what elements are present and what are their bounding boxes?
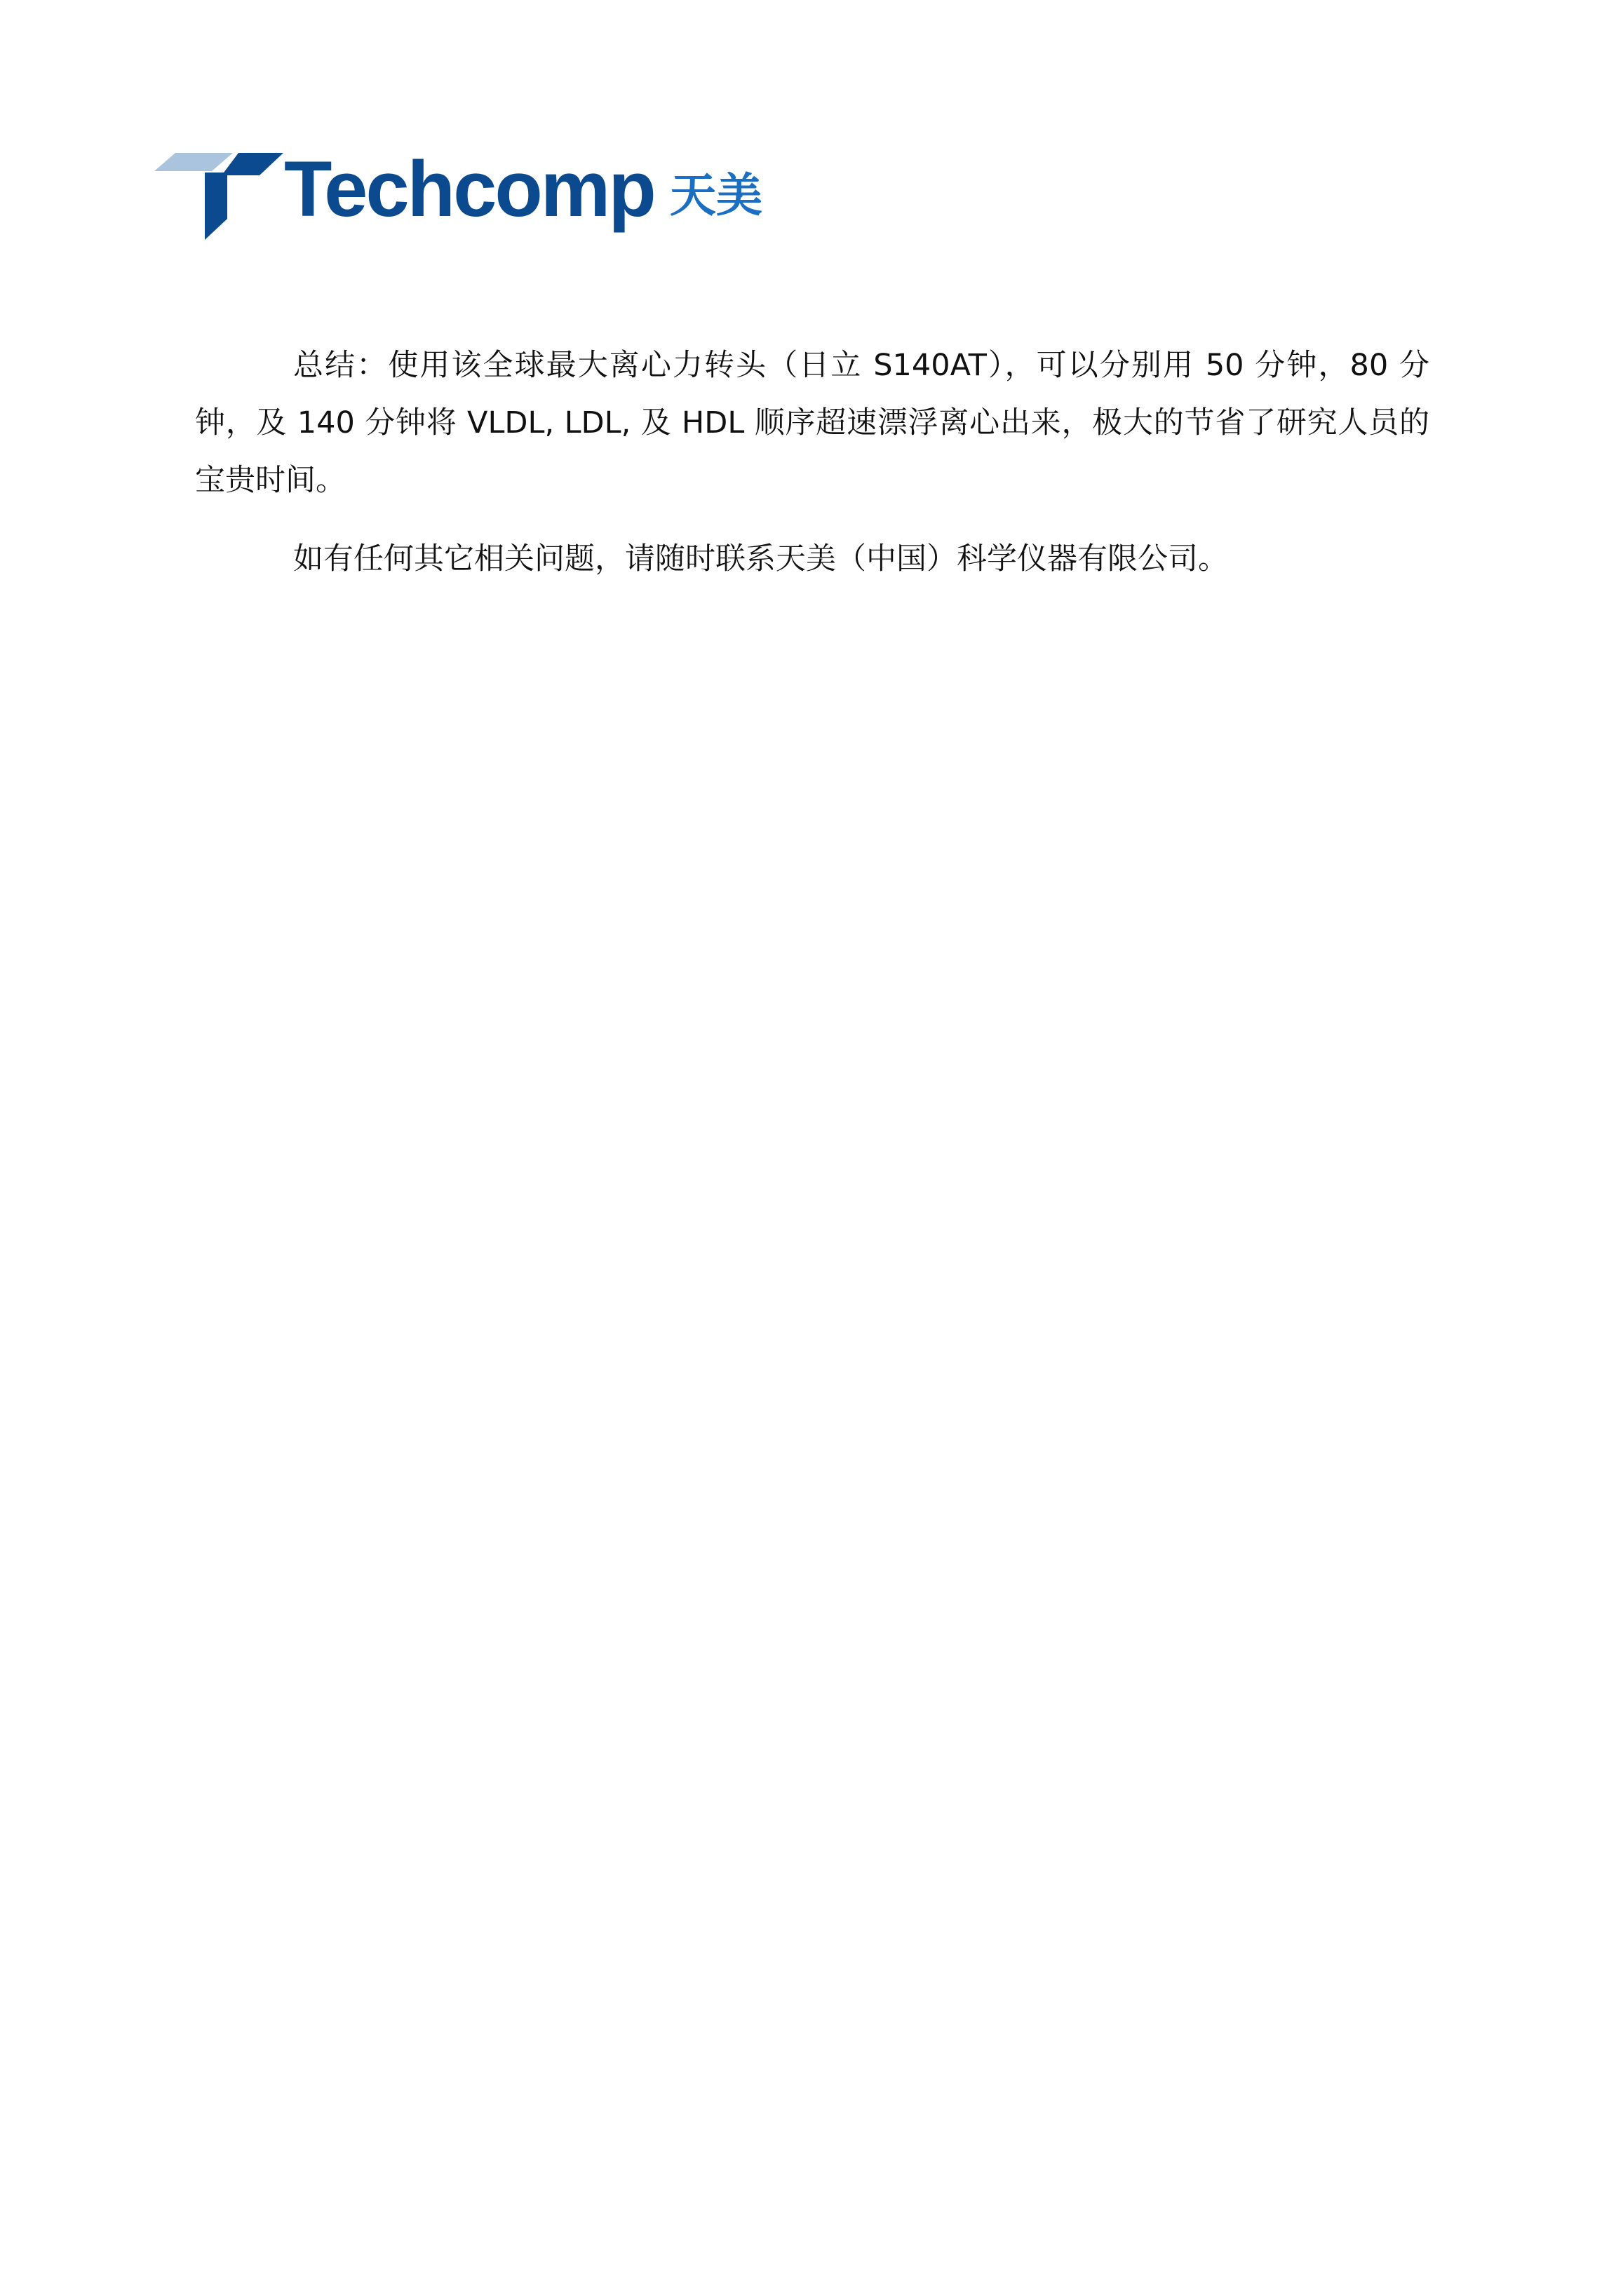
contact-paragraph: 如有任何其它相关问题，请随时联系天美（中国）科学仪器有限公司。	[293, 541, 1228, 576]
techcomp-logo	[154, 145, 772, 247]
summary-paragraph: 总结：使用该全球最大离心力转头（日立 S140AT），可以分别用 50 分钟，80 分钟，及 140 分钟将 VLDL, LDL, 及 HDL 顺序超速漂浮离心出来，极大的节省了研究人员的宝贵时间。	[195, 348, 1429, 498]
logo-wordmark-cn: 天美	[670, 168, 762, 222]
techcomp-t-mark-icon	[154, 149, 288, 240]
logo-wordmark: Techcomp	[284, 145, 654, 233]
document-body	[195, 337, 1429, 588]
